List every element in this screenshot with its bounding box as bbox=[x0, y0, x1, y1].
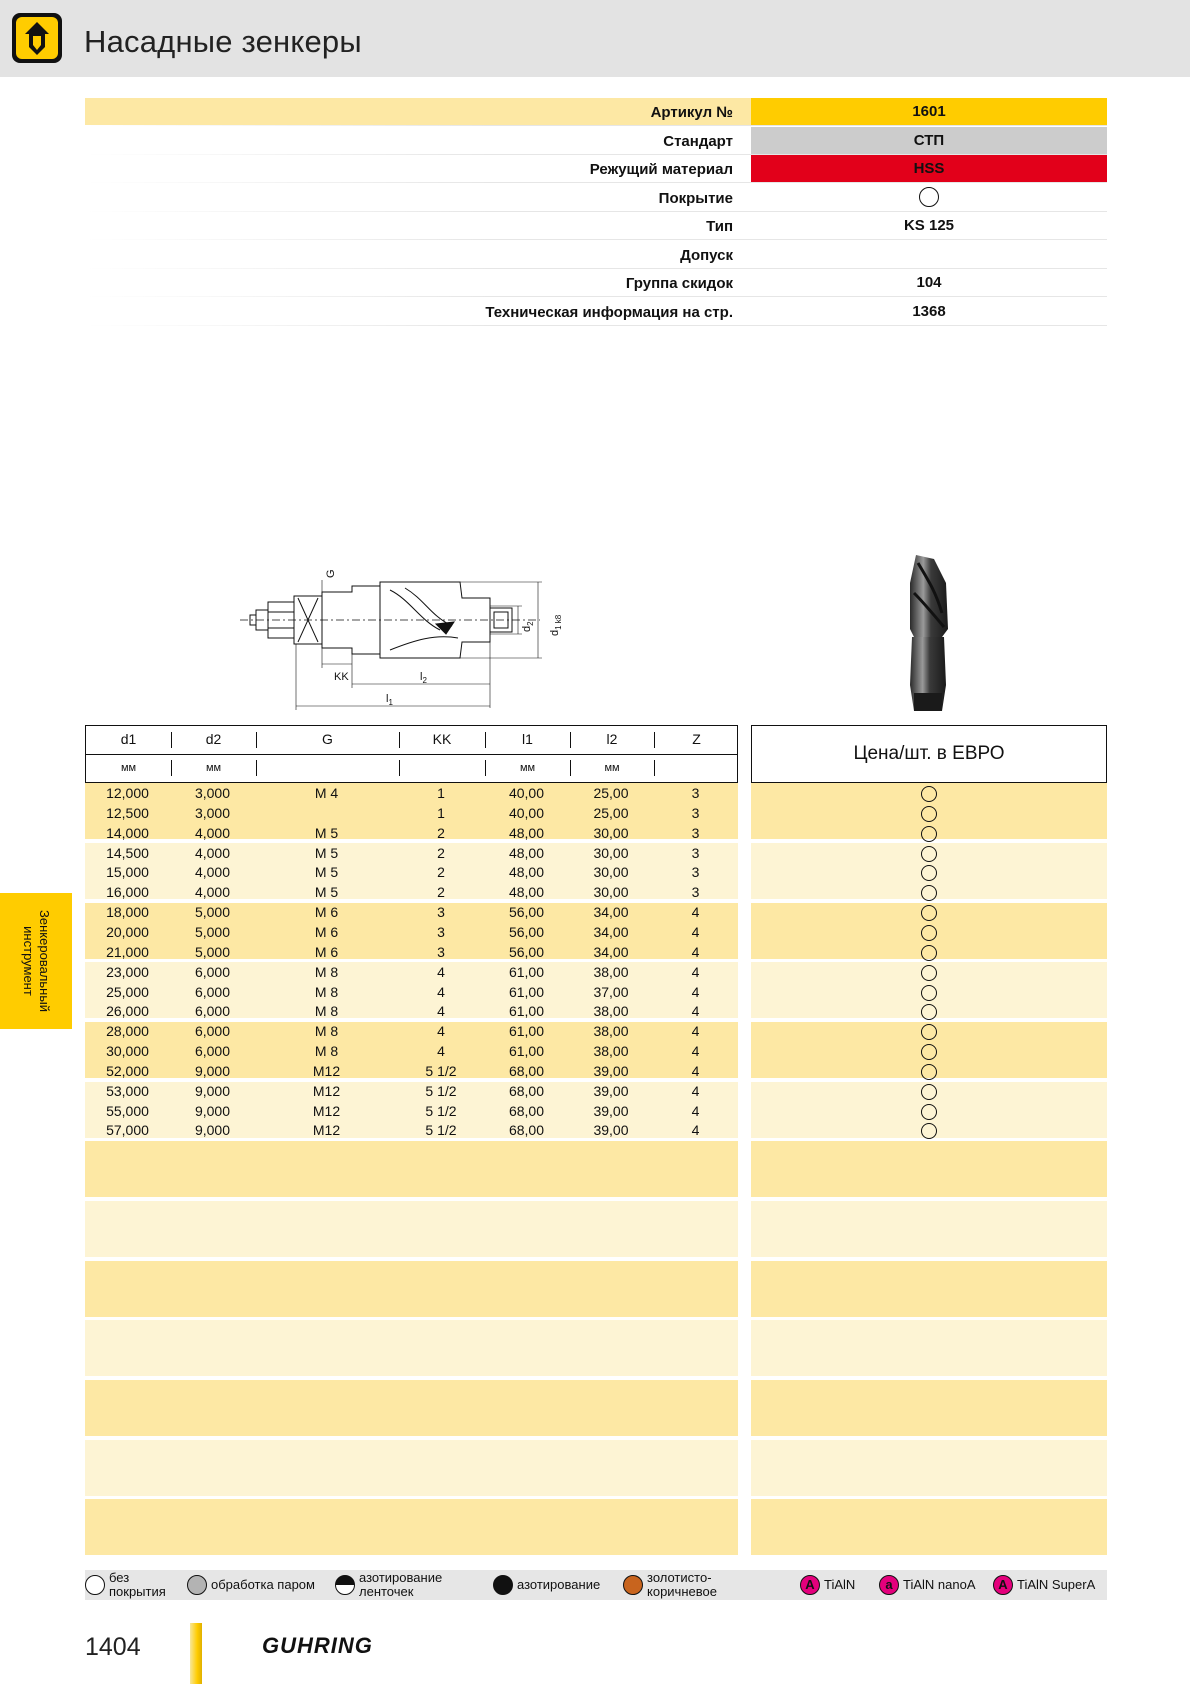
cell-l1: 68,00 bbox=[508, 1122, 545, 1139]
legend-tialn-supera: A TiAlN SuperA bbox=[993, 1570, 1095, 1600]
steam-treated-icon bbox=[187, 1575, 207, 1595]
cell-g: M12 bbox=[312, 1122, 341, 1139]
tialn-supera-badge-icon: A bbox=[993, 1575, 1013, 1595]
cell-d2: 9,000 bbox=[194, 1082, 231, 1099]
cell-z: 4 bbox=[691, 1082, 700, 1099]
property-row bbox=[85, 241, 1107, 269]
property-label: Режущий материал bbox=[589, 161, 733, 178]
cell-d1: 12,000 bbox=[106, 785, 149, 801]
table-row[interactable] bbox=[85, 1101, 738, 1121]
property-value: 104 bbox=[916, 274, 942, 291]
label-l1: $l_1$ bbox=[386, 693, 393, 707]
table-row[interactable] bbox=[85, 962, 738, 982]
tool-drawing bbox=[240, 560, 580, 720]
price-cell[interactable] bbox=[751, 982, 1107, 1002]
cell-kk: 2 bbox=[437, 844, 445, 861]
cell-d1: 57,000 bbox=[106, 1122, 149, 1139]
legend-nitrided-lands: азотирование ленточек bbox=[335, 1570, 442, 1600]
cell-d2: 4,000 bbox=[194, 824, 231, 841]
cell-d2: 6,000 bbox=[194, 963, 231, 980]
cell-l1: 56,00 bbox=[508, 943, 545, 960]
property-value: KS 125 bbox=[903, 217, 955, 234]
cell-g: M 8 bbox=[314, 1023, 339, 1040]
cell-l1: 61,00 bbox=[508, 983, 545, 1000]
column-header-l2: l2 bbox=[606, 731, 618, 747]
row-group-band bbox=[751, 1380, 1107, 1436]
table-row[interactable] bbox=[85, 1041, 738, 1061]
uncoated-circle-icon bbox=[921, 786, 937, 802]
uncoated-circle-icon bbox=[921, 1044, 937, 1060]
cell-kk: 5 1/2 bbox=[425, 1062, 457, 1079]
cell-g: M 6 bbox=[314, 923, 339, 940]
uncoated-circle-icon bbox=[921, 925, 937, 941]
uncoated-circle-icon bbox=[921, 826, 937, 842]
cell-d1: 23,000 bbox=[106, 963, 149, 980]
cell-z: 4 bbox=[691, 1062, 700, 1079]
tialn-nanoa-badge-icon: a bbox=[879, 1575, 899, 1595]
uncoated-circle-icon bbox=[919, 187, 939, 207]
cell-z: 4 bbox=[691, 923, 700, 940]
table-row[interactable] bbox=[85, 942, 738, 962]
cell-d1: 28,000 bbox=[106, 1023, 149, 1040]
property-label: Покрытие bbox=[658, 189, 733, 207]
property-row bbox=[85, 269, 1107, 297]
uncoated-circle-icon bbox=[921, 1064, 937, 1080]
table-row[interactable] bbox=[85, 982, 738, 1002]
table-row[interactable] bbox=[85, 882, 738, 902]
price-cell[interactable] bbox=[751, 783, 1107, 803]
cell-kk: 4 bbox=[437, 963, 445, 980]
cell-d2: 6,000 bbox=[194, 1043, 231, 1060]
row-group-band bbox=[751, 1141, 1107, 1197]
price-cell[interactable] bbox=[751, 1120, 1107, 1140]
cell-kk: 1 bbox=[437, 785, 445, 801]
uncoated-circle-icon bbox=[921, 1084, 937, 1100]
uncoated-circle-icon bbox=[921, 806, 937, 822]
legend-gold-brown: золотисто- коричневое bbox=[623, 1570, 717, 1600]
cell-g: M 8 bbox=[314, 1003, 339, 1020]
cell-g: M 5 bbox=[314, 824, 339, 841]
cell-d1: 16,000 bbox=[106, 884, 149, 901]
cell-z: 3 bbox=[691, 824, 700, 841]
price-cell[interactable] bbox=[751, 942, 1107, 962]
cell-d2: 6,000 bbox=[194, 1003, 231, 1020]
row-group-band bbox=[85, 1380, 738, 1436]
cell-l1: 56,00 bbox=[508, 923, 545, 940]
cell-z: 3 bbox=[691, 804, 700, 821]
row-group-band bbox=[751, 1320, 1107, 1376]
legend-uncoated: без покрытия bbox=[85, 1570, 166, 1600]
price-header: Цена/шт. в ЕВРО bbox=[751, 725, 1107, 783]
column-header-d1: d1 bbox=[120, 731, 137, 747]
uncoated-circle-icon bbox=[921, 846, 937, 862]
cell-l1: 61,00 bbox=[508, 1003, 545, 1020]
property-label: Техническая информация на стр. bbox=[485, 303, 733, 321]
cell-kk: 4 bbox=[437, 1043, 445, 1060]
table-row[interactable] bbox=[85, 862, 738, 882]
property-row bbox=[85, 184, 1107, 212]
cell-d2: 5,000 bbox=[194, 904, 231, 921]
property-label: Группа скидок bbox=[625, 275, 733, 292]
price-cell[interactable] bbox=[751, 922, 1107, 942]
cell-d2: 4,000 bbox=[194, 864, 231, 881]
cell-l2: 25,00 bbox=[593, 785, 629, 801]
cell-l2: 30,00 bbox=[593, 884, 629, 901]
section-logo bbox=[12, 13, 62, 63]
cell-d2: 3,000 bbox=[194, 785, 231, 801]
nitrided-lands-icon bbox=[335, 1575, 355, 1595]
price-cell[interactable] bbox=[751, 1041, 1107, 1061]
cell-kk: 5 1/2 bbox=[425, 1102, 457, 1119]
table-row[interactable] bbox=[85, 803, 738, 823]
price-cell[interactable] bbox=[751, 1021, 1107, 1041]
cell-kk: 2 bbox=[437, 824, 445, 841]
property-row bbox=[85, 98, 1107, 126]
cell-l1: 40,00 bbox=[508, 785, 545, 801]
cell-l2: 34,00 bbox=[593, 904, 629, 921]
gold-brown-icon bbox=[623, 1575, 643, 1595]
cell-d1: 26,000 bbox=[106, 1003, 149, 1020]
price-cell[interactable] bbox=[751, 962, 1107, 982]
column-header-kk: KK bbox=[432, 731, 452, 747]
cell-g: M 6 bbox=[314, 943, 339, 960]
cell-z: 3 bbox=[691, 785, 700, 801]
property-row bbox=[85, 298, 1107, 326]
cell-g: M 8 bbox=[314, 963, 339, 980]
table-row[interactable] bbox=[85, 843, 738, 863]
table-row[interactable] bbox=[85, 783, 738, 803]
legend-steam: обработка паром bbox=[187, 1570, 315, 1600]
cell-l2: 38,00 bbox=[593, 1023, 629, 1040]
cell-l1: 61,00 bbox=[508, 1023, 545, 1040]
row-group-band bbox=[85, 1201, 738, 1257]
cell-z: 4 bbox=[691, 1102, 700, 1119]
section-side-tab bbox=[0, 893, 72, 1029]
table-row[interactable] bbox=[85, 1021, 738, 1041]
cell-d1: 14,000 bbox=[106, 824, 149, 841]
cell-d2: 4,000 bbox=[194, 884, 231, 901]
row-group-band bbox=[85, 1141, 738, 1197]
countersink-icon bbox=[16, 17, 58, 59]
cell-d2: 5,000 bbox=[194, 923, 231, 940]
price-cell[interactable] bbox=[751, 1081, 1107, 1101]
price-cell[interactable] bbox=[751, 843, 1107, 863]
cell-z: 3 bbox=[691, 844, 700, 861]
row-group-band bbox=[85, 1261, 738, 1317]
table-row[interactable] bbox=[85, 1081, 738, 1101]
cell-g: M 5 bbox=[314, 884, 339, 901]
price-cell[interactable] bbox=[751, 902, 1107, 922]
product-photo bbox=[890, 553, 970, 713]
legend-tialn-nanoa: a TiAlN nanoA bbox=[879, 1570, 976, 1600]
side-tab-line1: Зенкеровальный bbox=[37, 910, 52, 1012]
cell-kk: 3 bbox=[437, 943, 445, 960]
cell-l1: 48,00 bbox=[508, 844, 545, 861]
coating-legend bbox=[85, 1570, 1107, 1600]
column-header-d2: d2 bbox=[205, 731, 222, 747]
cell-l1: 61,00 bbox=[508, 963, 545, 980]
cell-l2: 37,00 bbox=[593, 983, 629, 1000]
table-header bbox=[85, 725, 738, 783]
cell-d2: 9,000 bbox=[194, 1102, 231, 1119]
cell-l1: 48,00 bbox=[508, 824, 545, 841]
cell-l1: 48,00 bbox=[508, 864, 545, 881]
cell-d1: 15,000 bbox=[106, 864, 149, 881]
cell-z: 4 bbox=[691, 1023, 700, 1040]
property-label: Стандарт bbox=[663, 132, 733, 150]
cell-l2: 39,00 bbox=[593, 1062, 629, 1079]
table-row[interactable] bbox=[85, 823, 738, 843]
cell-l2: 30,00 bbox=[593, 864, 629, 881]
uncoated-circle-icon bbox=[921, 1024, 937, 1040]
cell-l1: 56,00 bbox=[508, 904, 545, 921]
cell-z: 3 bbox=[691, 864, 700, 881]
cell-l2: 39,00 bbox=[593, 1082, 629, 1099]
cell-l2: 30,00 bbox=[593, 824, 629, 841]
property-value bbox=[751, 184, 1107, 211]
price-cell[interactable] bbox=[751, 823, 1107, 843]
cell-g: M12 bbox=[312, 1062, 341, 1079]
cell-z: 3 bbox=[691, 884, 700, 901]
uncoated-circle-icon bbox=[921, 945, 937, 961]
cell-d2: 6,000 bbox=[194, 1023, 231, 1040]
cell-kk: 2 bbox=[437, 884, 445, 901]
side-tab-line2: инструмент bbox=[21, 926, 36, 996]
property-label: Допуск bbox=[680, 246, 733, 264]
cell-l2: 38,00 bbox=[593, 1003, 629, 1020]
row-group-band bbox=[85, 1499, 738, 1555]
table-row[interactable] bbox=[85, 1001, 738, 1021]
row-group-band bbox=[751, 1440, 1107, 1496]
cell-l2: 30,00 bbox=[593, 844, 629, 861]
column-unit: мм bbox=[205, 762, 222, 774]
table-row[interactable] bbox=[85, 922, 738, 942]
cell-d2: 5,000 bbox=[194, 943, 231, 960]
cell-g: M 5 bbox=[314, 864, 339, 881]
column-unit: мм bbox=[120, 762, 137, 774]
label-g: G bbox=[325, 569, 337, 578]
uncoated-circle-icon bbox=[921, 965, 937, 981]
cell-kk: 1 bbox=[437, 804, 445, 821]
cell-d1: 25,000 bbox=[106, 983, 149, 1000]
cell-kk: 5 1/2 bbox=[425, 1122, 457, 1139]
cell-kk: 3 bbox=[437, 904, 445, 921]
price-cell[interactable] bbox=[751, 1001, 1107, 1021]
cell-l1: 61,00 bbox=[508, 1043, 545, 1060]
uncoated-circle-icon bbox=[921, 1004, 937, 1020]
column-unit: мм bbox=[604, 762, 620, 774]
price-cell[interactable] bbox=[751, 1061, 1107, 1081]
cell-d1: 18,000 bbox=[106, 904, 149, 921]
cell-kk: 2 bbox=[437, 864, 445, 881]
cell-l1: 68,00 bbox=[508, 1062, 545, 1079]
property-row bbox=[85, 127, 1107, 155]
cell-d1: 55,000 bbox=[106, 1102, 149, 1119]
table-row[interactable] bbox=[85, 1061, 738, 1081]
price-cell[interactable] bbox=[751, 862, 1107, 882]
footer-accent-bar bbox=[190, 1623, 202, 1684]
tialn-badge-icon: A bbox=[800, 1575, 820, 1595]
cell-z: 4 bbox=[691, 904, 700, 921]
cell-l1: 48,00 bbox=[508, 884, 545, 901]
uncoated-circle-icon bbox=[921, 905, 937, 921]
property-label: Тип bbox=[706, 218, 733, 235]
legend-nitrided: азотирование bbox=[493, 1570, 600, 1600]
property-value: СТП bbox=[751, 127, 1107, 154]
row-group-band bbox=[751, 1261, 1107, 1317]
column-header-z: Z bbox=[692, 731, 701, 747]
uncoated-circle-icon bbox=[921, 1104, 937, 1120]
legend-tialn: A TiAlN bbox=[800, 1570, 855, 1600]
cell-d2: 9,000 bbox=[194, 1122, 231, 1139]
cell-d1: 14,500 bbox=[106, 844, 149, 861]
cell-d2: 4,000 bbox=[194, 844, 231, 861]
cell-g: M 6 bbox=[314, 904, 339, 921]
row-group-band bbox=[85, 1440, 738, 1496]
row-group-band bbox=[751, 1499, 1107, 1555]
cell-g: M12 bbox=[312, 1102, 341, 1119]
cell-kk: 4 bbox=[437, 983, 445, 1000]
cell-l2: 39,00 bbox=[593, 1102, 629, 1119]
cell-d1: 30,000 bbox=[106, 1043, 149, 1060]
cell-z: 4 bbox=[691, 1003, 700, 1020]
property-value: HSS bbox=[751, 155, 1107, 182]
property-row bbox=[85, 212, 1107, 240]
cell-l1: 68,00 bbox=[508, 1082, 545, 1099]
cell-d1: 12,500 bbox=[106, 804, 149, 821]
cell-d2: 3,000 bbox=[194, 804, 231, 821]
column-header-l1: l1 bbox=[522, 731, 533, 747]
brand-logo: GUHRING bbox=[262, 1633, 373, 1658]
cell-g: M 8 bbox=[314, 1043, 339, 1060]
uncoated-circle-icon bbox=[921, 865, 937, 881]
label-d2: $d_2$ bbox=[521, 621, 535, 632]
cell-l2: 34,00 bbox=[593, 923, 629, 940]
nitrided-icon bbox=[493, 1575, 513, 1595]
property-value bbox=[751, 241, 1107, 268]
cell-d1: 53,000 bbox=[106, 1082, 149, 1099]
price-cell[interactable] bbox=[751, 803, 1107, 823]
cell-kk: 5 1/2 bbox=[425, 1082, 457, 1099]
cell-kk: 3 bbox=[437, 923, 445, 940]
row-group-band bbox=[85, 1320, 738, 1376]
label-l2: $l_2$ bbox=[420, 671, 427, 685]
cell-d1: 20,000 bbox=[106, 923, 149, 940]
row-group-band bbox=[751, 1201, 1107, 1257]
cell-d2: 9,000 bbox=[194, 1062, 231, 1079]
uncoated-circle-icon bbox=[921, 1123, 937, 1139]
cell-g: M 5 bbox=[314, 844, 339, 861]
cell-z: 4 bbox=[691, 943, 700, 960]
table-row[interactable] bbox=[85, 1120, 738, 1140]
cell-kk: 4 bbox=[437, 1023, 445, 1040]
page-number: 1404 bbox=[85, 1633, 141, 1661]
property-value: 1601 bbox=[751, 98, 1107, 125]
cell-d1: 21,000 bbox=[106, 943, 149, 960]
uncoated-circle-icon bbox=[921, 885, 937, 901]
cell-z: 4 bbox=[691, 963, 700, 980]
label-d1: $d_{1 k8}$ bbox=[549, 614, 563, 636]
cell-l2: 34,00 bbox=[593, 943, 629, 960]
cell-l2: 38,00 bbox=[593, 963, 629, 980]
cell-l2: 39,00 bbox=[593, 1122, 629, 1139]
cell-d1: 52,000 bbox=[106, 1062, 149, 1079]
property-row bbox=[85, 155, 1107, 183]
cell-d2: 6,000 bbox=[194, 983, 231, 1000]
cell-g: M 4 bbox=[314, 785, 339, 801]
page-header bbox=[0, 0, 1190, 77]
cell-z: 4 bbox=[691, 1122, 700, 1139]
label-kk: KK bbox=[334, 671, 349, 683]
price-cell[interactable] bbox=[751, 882, 1107, 902]
cell-l1: 68,00 bbox=[508, 1102, 545, 1119]
column-unit: мм bbox=[519, 762, 536, 774]
uncoated-icon bbox=[85, 1575, 105, 1595]
cell-g: M12 bbox=[312, 1082, 341, 1099]
property-label: Артикул № bbox=[650, 104, 733, 121]
cell-g: M 8 bbox=[314, 983, 339, 1000]
cell-z: 4 bbox=[691, 983, 700, 1000]
cell-l2: 25,00 bbox=[593, 804, 629, 821]
cell-l1: 40,00 bbox=[508, 804, 545, 821]
column-header-g: G bbox=[322, 731, 333, 747]
cell-kk: 4 bbox=[437, 1003, 445, 1020]
uncoated-circle-icon bbox=[921, 985, 937, 1001]
price-cell[interactable] bbox=[751, 1101, 1107, 1121]
cell-l2: 38,00 bbox=[593, 1043, 629, 1060]
cell-z: 4 bbox=[691, 1043, 700, 1060]
property-value: 1368 bbox=[912, 302, 946, 320]
table-row[interactable] bbox=[85, 902, 738, 922]
page-title: Насадные зенкеры bbox=[84, 24, 362, 59]
